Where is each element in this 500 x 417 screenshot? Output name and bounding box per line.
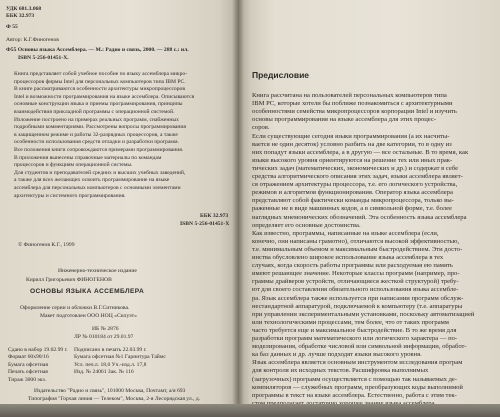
layout-line: Макет подготовлен ООО НОЦ «Силуэт» <box>40 313 137 319</box>
publisher-line: Издательство "Радио и связь", 101000 Москва, Почтамт, а/я 693 <box>34 388 186 394</box>
abstract-line: ассемблера для персональных компьютеров с основными элементами <box>14 185 181 191</box>
preface-line: представляют собой фактически команды микропроцессора, только вы- <box>252 197 454 205</box>
preface-line: ра. Язык ассемблера также используется при написании программ обслуж- <box>252 294 464 302</box>
preface-line: компиляторов — служебных программ, преобразующих коды выполнимой <box>252 383 463 391</box>
abstract-line: архитектуры и системного программирования. <box>14 192 126 199</box>
printer-line: Типография "Горчая линия — Телеком", Москва, 2-я Лесорядская ул., д. <box>28 396 201 402</box>
preface-line: ют для своего составления обязательного использования языка ассембле- <box>252 286 459 294</box>
sign-right-line: Подписано в печать 22.03.99 г. <box>74 347 147 353</box>
preface-line: Если существующие сегодня языки программирования (а их насчиты- <box>252 132 450 140</box>
preface-line: (загрузочных) программ осуществляется с помощью так называемых де- <box>252 375 458 383</box>
copyright: © Финогенов К.Г., 1999 <box>18 242 75 248</box>
sign-left-line: Сдано в набор 19.02.99 г. <box>8 347 68 353</box>
preface-line: тических задач (математических, экономических и др.) и содержат в себе <box>252 164 459 172</box>
isbn-line: ISBN 5-256-01451-Х. <box>18 55 69 61</box>
author-line: Автор: К.Г.Финогенов <box>6 37 59 43</box>
abstract-line: Для студентов и преподавателей средних и высших учебных заведений, <box>14 169 186 176</box>
preface-line: при управлении экспериментальными установками, поскольку автоматизацией <box>252 310 475 318</box>
edition-type: Инженерно-техническое издание <box>58 268 137 274</box>
preface-line: имеют решающее значение. Некоторые классы программ (например, про- <box>252 270 460 278</box>
f-code: Ф 55 <box>6 24 18 30</box>
sign-left-line: Формат 60х90/16 <box>8 354 49 361</box>
abstract-line: а также для всех желающих освоить программирование на языке <box>14 177 170 184</box>
preface-line: них попадут языки ассемблера, а в другую — все остальные. В то время, как <box>252 148 469 156</box>
lr-number: ЛР № 010184 от 29.01.97 <box>74 334 134 340</box>
preface-line: режимов и алгоритмов функционирования. Оператор языка ассемблера <box>252 189 453 197</box>
preface-line: вается не один десяток) условно разбить на две категории, то в одну из <box>252 140 452 148</box>
preface-heading: Предисловие <box>252 70 310 80</box>
abstract-line: в защищенном режиме и работы 32-разрядных процессоров, а также <box>14 131 178 138</box>
sign-right-line: Изд. № 24061 Зак. № 116 <box>74 369 134 376</box>
sign-left-line: Бумага офсетная <box>8 361 48 368</box>
bbk-code: ББК 32.973 <box>6 13 35 19</box>
abstract-line: Intel и возможности программирования на языке ассемблера. Описываются <box>14 93 195 100</box>
abstract-line: В приложения вынесены справочные материалы по командам <box>14 154 162 161</box>
preface-line: программы в текст на языке ассемблера. Естественно, работа с этим тек- <box>252 391 457 399</box>
preface-line: раженные не в виде машинных кодов, а в символьной форме, т.е. более <box>252 205 452 213</box>
sign-left-line: Печать офсетная <box>8 369 48 376</box>
preface-line: ка баз данных и др. лучше подходят языки высокого уровня. <box>252 351 422 359</box>
preface-line: особенностями семейства микропроцессоров корпорации Intel и изучить <box>252 108 457 116</box>
ib-number: ИБ № 2876 <box>92 326 119 332</box>
preface-line: основы программирования на языке ассемблера для этих процес- <box>252 116 437 124</box>
isbn-bottom: ISBN 5-256-01451-Х <box>180 221 230 227</box>
author-full-name: Кирилл Григорьевич ФИНОГЕНОВ <box>26 277 112 283</box>
abstract-line: Книга представляет собой учебное пособие по языку ассемблера микро- <box>14 71 188 77</box>
preface-line: часто требуется еще и максимальное быстродействие. В то же время для <box>252 326 457 334</box>
abstract-line: В книге рассматриваются особенности архитектуры микропроцессоров <box>14 86 185 93</box>
preface-line: т.е. минимальным объемом и максимальным быстродействием. Эти досто- <box>252 245 463 253</box>
preface-line: Книга рассчитана на пользователей персональных компьютеров типа <box>252 92 447 99</box>
preface-line: средства алгоритмического описания этих задач, языки ассемблера являет- <box>252 173 463 180</box>
preface-line: IBM PC, которые хотели бы поближе познакомиться с архитектурными <box>252 100 453 108</box>
preface-line: соров. <box>252 124 270 132</box>
abstract-line: Изложение построено на примерах реальных программ, снабженных <box>14 116 179 123</box>
right-page <box>238 0 500 417</box>
abstract-line: особенности использования средств отладки и разработки программ. <box>14 139 179 146</box>
sign-right-line: Бумага офсетная №1 Гарнитура Таймс <box>74 354 166 361</box>
preface-line: инства обусловлено широкое использование языка ассемблера в тех <box>252 254 444 261</box>
abstract-line: подробными комментариями. Рассмотрены вопросы программирования <box>14 124 186 131</box>
preface-line: определяет его основные достоинства. <box>252 221 361 229</box>
preface-line: Как известно, программы, написанные на языке ассемблера (если, <box>252 229 439 237</box>
table-edge <box>0 404 500 417</box>
preface-line: нестандартной аппаратурой, подключаемой к компьютеру (т.е. аппаратуры <box>252 302 463 310</box>
abstract-line: процессоров фирмы Intel для персональных компьютеров типа IBM PC. <box>14 78 186 85</box>
preface-line: для контроля их исходных текстов. Расшифровка выполнимых <box>252 367 429 375</box>
preface-line: языки высокого уровня ориентируются на решение тех или иных прак- <box>252 156 453 164</box>
preface-line: моделирования, обработке числовой или символьной информации, обработ- <box>252 343 467 351</box>
left-page <box>0 0 238 417</box>
preface-line: граммы драйверов устройств, отличающиеся жесткой структурой) требу- <box>252 278 459 286</box>
bbk-bottom: ББК 32.973 <box>200 213 229 219</box>
preface-line: Язык ассемблера является основным инструментом исследования програм <box>252 359 463 367</box>
preface-line: случаях, когда скорость работы программы или расходуемая ею память <box>252 262 453 270</box>
preface-line: ся отражением архитектуры процессора, т.е. его логического устройства, <box>252 181 458 189</box>
sign-left-line: Тираж 3000 экз. <box>8 376 47 383</box>
bibliographic-line: Ф55 Основы языка Ассемблера. — М.: Радио и связь, 2000. — 288 с.: ил. <box>6 47 189 53</box>
abstract-line: взаимодействия прикладной программы с операционной системой. <box>14 109 175 115</box>
preface-line: наглядных мнемонических обозначений. Эта особенность языка ассемблера <box>252 213 467 221</box>
design-line: Оформление серии и обложки В.Г.Ситникова. <box>20 305 130 311</box>
book-title: ОСНОВЫ ЯЗЫКА АССЕМБЛЕРА <box>30 288 145 295</box>
book-gutter <box>232 0 244 417</box>
sign-right-line: Усл. печ.л. 18,0 Уч.-изд.л. 17,8 <box>74 361 147 368</box>
abstract-line: Все положения книги сопровождаются примерами программирования. <box>14 147 184 153</box>
preface-line: конечно, они написаны грамотно), отличаются высокой эффективностью, <box>252 237 460 245</box>
udk-code: УДК 681.3.068 <box>6 6 42 12</box>
abstract-line: основные конструкции языка и приемы программирования, принципы <box>14 101 183 108</box>
abstract-line: процессоров и функциям операционной системы. <box>14 162 133 169</box>
preface-line: разработки программ математического или логического характера — по- <box>252 335 458 342</box>
preface-line: или технологическими процессами, тем более, что от таких программ <box>252 318 449 326</box>
